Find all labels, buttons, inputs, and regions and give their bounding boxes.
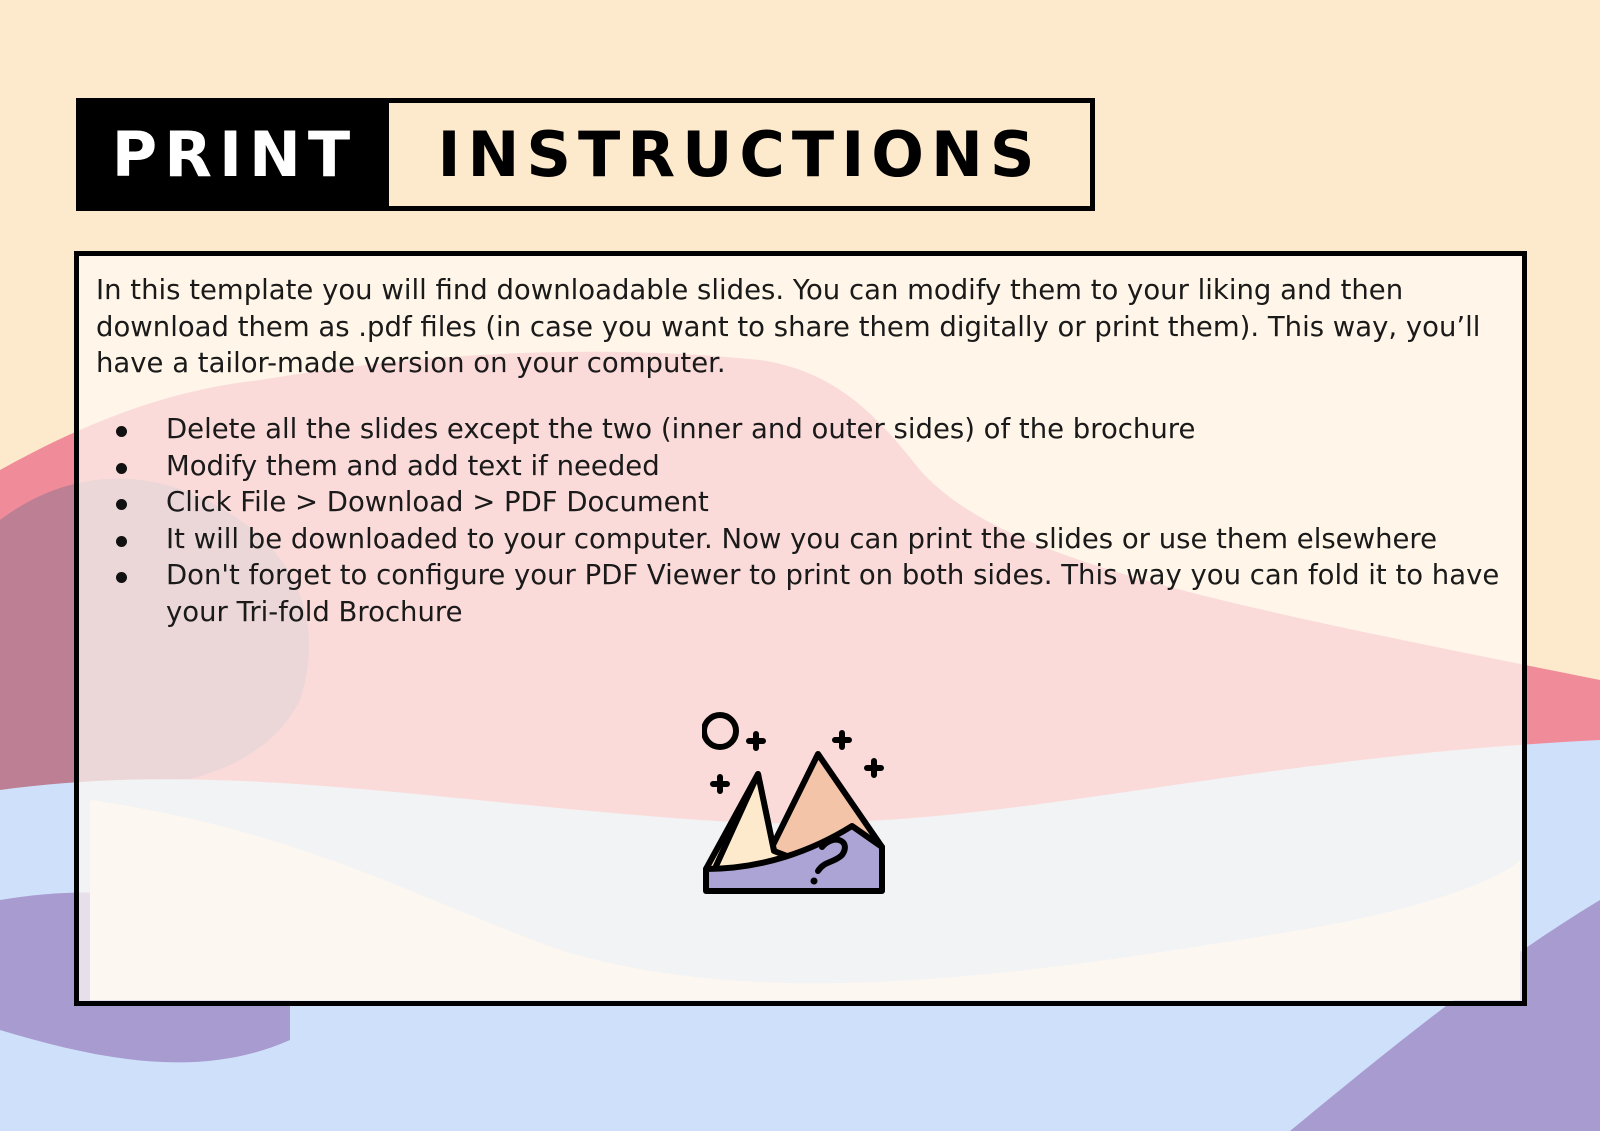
title-banner (76, 98, 1095, 211)
list-item: Delete all the slides except the two (inner and outer sides) of the brochure (96, 411, 1506, 448)
list-item: Modify them and add text if needed (96, 448, 1506, 485)
instructions-panel (74, 251, 1527, 1006)
title-instructions: INSTRUCTIONS (389, 98, 1095, 211)
list-item: It will be downloaded to your computer. Now you can print the slides or use them elsewhere (96, 521, 1506, 558)
title-print: PRINT (76, 98, 389, 211)
list-item: Don't forget to configure your PDF Viewer to print on both sides. This way you can fold it to have your Tri-fold Brochure (96, 557, 1506, 630)
intro-paragraph: In this template you will find downloadable slides. You can modify them to your liking and then download them as .pdf files (in case you want to share them digitally or print them). This way, you’ll have a tailor-made version on your computer. (96, 274, 1481, 379)
desert-pyramids-icon (702, 711, 892, 901)
list-item: Click File > Download > PDF Document (96, 484, 1506, 521)
steps-list (96, 411, 1506, 630)
